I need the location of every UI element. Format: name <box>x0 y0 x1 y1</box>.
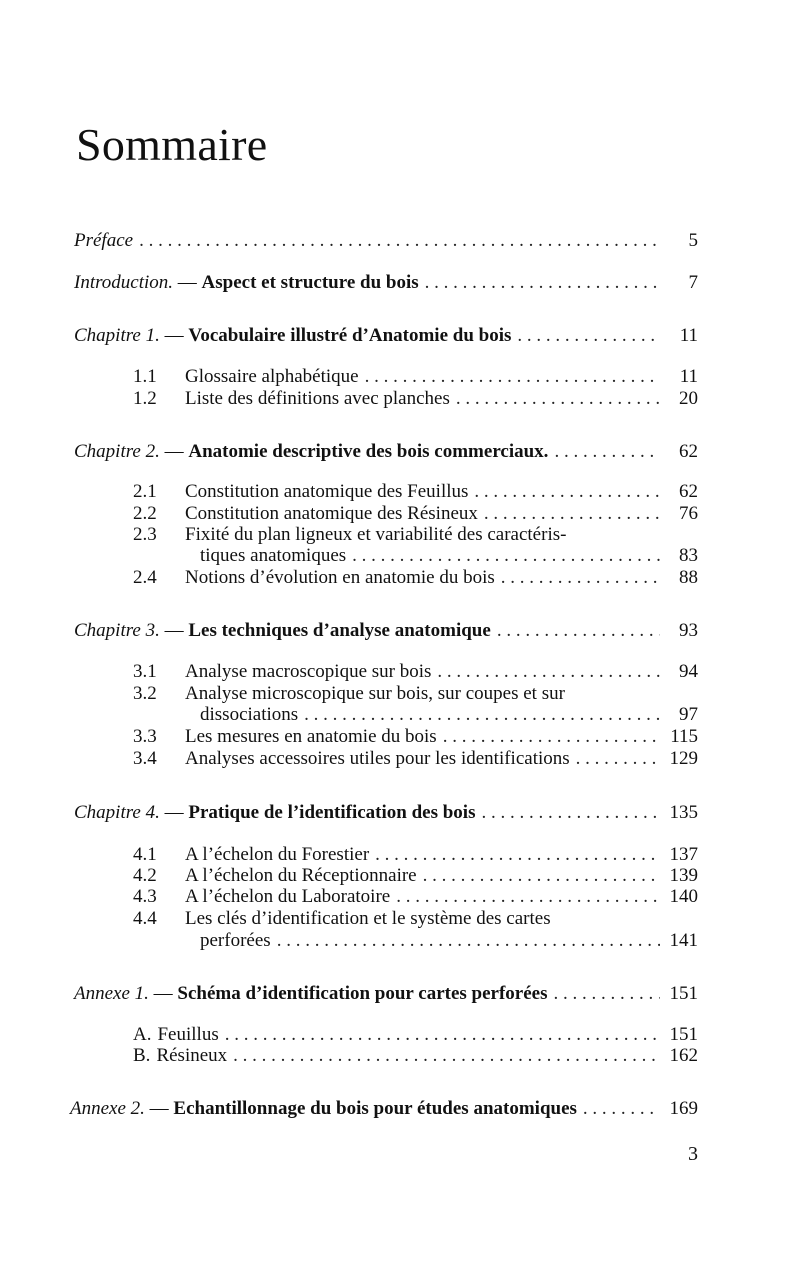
dot-leader <box>352 545 660 567</box>
section-title: Constitution anatomique des Feuillus <box>185 481 469 502</box>
toc-subentry-4-4-continued[interactable] <box>200 930 698 954</box>
dash: — <box>159 802 189 823</box>
section-number: 2.1 <box>133 481 157 502</box>
dash: — <box>159 441 189 462</box>
entry-title: Aspect et structure du bois <box>201 272 419 293</box>
section-number: B. <box>133 1045 151 1066</box>
folio-page-number: 3 <box>688 1143 698 1165</box>
section-number: 4.4 <box>133 908 157 929</box>
entry-label: Chapitre 3. <box>74 620 160 641</box>
toc-entry-introduction[interactable] <box>74 272 698 296</box>
section-title: A l’échelon du Forestier <box>185 844 370 865</box>
section-title: Notions d’évolution en anatomie du bois <box>185 567 495 588</box>
dash: — <box>148 983 178 1004</box>
dot-leader <box>304 704 660 726</box>
toc-entry-annex-2[interactable] <box>70 1098 698 1122</box>
page-number: 11 <box>679 325 698 346</box>
section-title: Les mesures en anatomie du bois <box>185 726 437 747</box>
dot-leader <box>576 748 660 770</box>
page-number: 93 <box>679 620 698 641</box>
dot-leader <box>484 503 660 525</box>
section-number: 2.2 <box>133 503 157 524</box>
dash: — <box>173 272 202 293</box>
toc-subentry-2-1[interactable] <box>133 481 698 505</box>
section-number: 4.1 <box>133 844 157 865</box>
toc-subentry-1-1[interactable] <box>133 366 698 390</box>
page-number: 151 <box>669 1024 698 1045</box>
page-number: 115 <box>670 726 698 747</box>
section-title: Fixité du plan ligneux et variabilité des caractéris- <box>185 524 567 545</box>
page-number: 11 <box>679 366 698 387</box>
section-title: Analyses accessoires utiles pour les identifications <box>185 748 570 769</box>
page-title: Sommaire <box>76 119 268 170</box>
entry-label: Annexe 1. <box>74 983 149 1004</box>
dot-leader <box>233 1045 660 1067</box>
page-number: 139 <box>669 865 698 886</box>
entry-label: Chapitre 1. <box>74 325 160 346</box>
section-title: Liste des définitions avec planches <box>185 388 450 409</box>
entry-title: Schéma d’identification pour cartes perforées <box>177 983 548 1004</box>
toc-subentry-1-2[interactable] <box>133 388 698 412</box>
dot-leader <box>554 441 660 463</box>
section-title: Résineux <box>156 1045 228 1066</box>
entry-label: Annexe 2. <box>70 1098 145 1119</box>
section-number: 1.1 <box>133 366 157 387</box>
entry-title: Les techniques d’analyse anatomique <box>188 620 491 641</box>
entry-title: Vocabulaire illustré d’Anatomie du bois <box>188 325 512 346</box>
section-title: Les clés d’identification et le système des cartes <box>185 908 551 929</box>
section-title-continued: tiques anatomiques <box>200 545 347 566</box>
dot-leader <box>443 726 660 748</box>
page-number: 151 <box>669 983 698 1004</box>
section-number: 3.4 <box>133 748 157 769</box>
dot-leader <box>437 661 660 683</box>
dot-leader <box>583 1098 660 1120</box>
dot-leader <box>517 325 660 347</box>
toc-subentry-2-4[interactable] <box>133 567 698 591</box>
page-number: 162 <box>669 1045 698 1066</box>
toc-subentry-annex-b[interactable] <box>133 1045 698 1069</box>
toc-subentry-2-3-continued[interactable] <box>200 545 698 569</box>
section-title: Feuillus <box>157 1024 219 1045</box>
page-number: 62 <box>679 441 698 462</box>
page-number: 62 <box>679 481 698 502</box>
page-number: 169 <box>669 1098 698 1119</box>
dot-leader <box>481 802 660 824</box>
section-number: 1.2 <box>133 388 157 409</box>
section-title: Constitution anatomique des Résineux <box>185 503 478 524</box>
toc-subentry-4-4[interactable] <box>133 908 698 932</box>
section-number: 3.1 <box>133 661 157 682</box>
dash: — <box>144 1098 174 1119</box>
entry-label: Préface <box>74 230 134 251</box>
toc-subentry-3-1[interactable] <box>133 661 698 685</box>
section-number: 3.3 <box>133 726 157 747</box>
entry-title: Anatomie descriptive des bois commerciaux. <box>188 441 549 462</box>
dot-leader <box>497 620 660 642</box>
dot-leader <box>139 230 660 252</box>
page-number: 97 <box>679 704 698 725</box>
dash: — <box>159 325 189 346</box>
page-number: 7 <box>688 272 698 293</box>
dot-leader <box>456 388 660 410</box>
toc-entry-chapter-2[interactable] <box>74 441 698 465</box>
dash: — <box>159 620 189 641</box>
entry-label: Chapitre 4. <box>74 802 160 823</box>
section-number: 4.2 <box>133 865 157 886</box>
section-number: 2.4 <box>133 567 157 588</box>
dot-leader <box>225 1024 660 1046</box>
toc-entry-preface[interactable] <box>74 230 698 254</box>
dot-leader <box>474 481 660 503</box>
page-number: 129 <box>669 748 698 769</box>
entry-title: Pratique de l’identification des bois <box>188 802 476 823</box>
page-number: 83 <box>679 545 698 566</box>
toc-subentry-3-2-continued[interactable] <box>200 704 698 728</box>
page-number: 94 <box>679 661 698 682</box>
dot-leader <box>554 983 661 1005</box>
section-title: Analyse macroscopique sur bois <box>185 661 432 682</box>
section-number: 3.2 <box>133 683 157 704</box>
dot-leader <box>425 272 660 294</box>
toc-subentry-3-4[interactable] <box>133 748 698 772</box>
section-title-continued: perforées <box>200 930 271 951</box>
toc-entry-chapter-3[interactable] <box>74 620 698 644</box>
section-number: A. <box>133 1024 152 1045</box>
page-number: 5 <box>688 230 698 251</box>
section-number: 2.3 <box>133 524 157 545</box>
page-number: 20 <box>679 388 698 409</box>
entry-label: Chapitre 2. <box>74 441 160 462</box>
section-number: 4.3 <box>133 886 157 907</box>
toc-subentry-3-3[interactable] <box>133 726 698 750</box>
section-title: Analyse microscopique sur bois, sur coupes et sur <box>185 683 565 704</box>
section-title: A l’échelon du Laboratoire <box>185 886 391 907</box>
dot-leader <box>501 567 660 589</box>
toc-entry-chapter-4[interactable] <box>74 802 698 826</box>
dot-leader <box>396 886 660 908</box>
toc-subentry-4-3[interactable] <box>133 886 698 910</box>
section-title-continued: dissociations <box>200 704 299 725</box>
page-number: 88 <box>679 567 698 588</box>
section-title: A l’échelon du Réceptionnaire <box>185 865 417 886</box>
dot-leader <box>277 930 660 952</box>
toc-entry-annex-1[interactable] <box>74 983 698 1007</box>
dot-leader <box>423 865 660 887</box>
toc-entry-chapter-1[interactable] <box>74 325 698 349</box>
entry-title: Echantillonnage du bois pour études anatomiques <box>173 1098 577 1119</box>
page-number: 76 <box>679 503 698 524</box>
page-number: 141 <box>669 930 698 951</box>
page-number: 135 <box>669 802 698 823</box>
dot-leader <box>375 844 660 866</box>
page-number: 137 <box>669 844 698 865</box>
section-title: Glossaire alphabétique <box>185 366 359 387</box>
dot-leader <box>365 366 660 388</box>
entry-label: Introduction. <box>74 272 174 293</box>
page-number: 140 <box>669 886 698 907</box>
